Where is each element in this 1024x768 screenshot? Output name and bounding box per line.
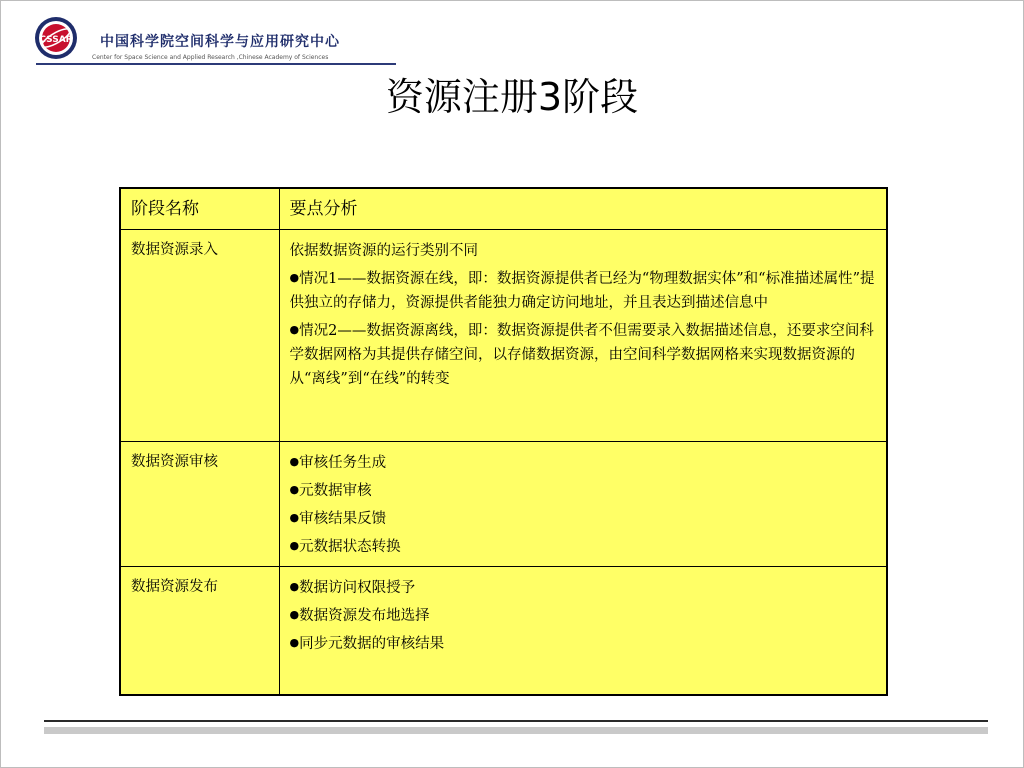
bullet-icon: ● (289, 323, 300, 336)
table-row (120, 567, 887, 696)
bullet-icon: ● (289, 511, 300, 524)
stage-name: 数据资源发布 (120, 567, 279, 696)
table-header-row (120, 188, 887, 230)
header-divider (36, 63, 396, 65)
stages-table (119, 187, 888, 696)
point-item: ●元数据审核 (289, 483, 372, 499)
org-name-cn: 中国科学院空间科学与应用研究中心 (100, 34, 340, 50)
bullet-icon: ● (289, 580, 300, 593)
point-item: ●元数据状态转换 (289, 539, 401, 555)
bullet-icon: ● (289, 271, 300, 284)
bullet-icon: ● (289, 608, 300, 621)
cssar-logo (34, 16, 78, 60)
stage-name: 数据资源审核 (120, 442, 279, 567)
stage-points (279, 567, 887, 696)
stage-points (279, 230, 887, 442)
point-item: 依据数据资源的运行类别不同 (289, 243, 478, 259)
bullet-icon: ● (289, 455, 300, 468)
table-row (120, 230, 887, 442)
point-item: ●审核任务生成 (289, 455, 387, 471)
footer-rule (44, 720, 988, 722)
point-item: ●数据资源发布地选择 (289, 608, 430, 624)
bullet-icon: ● (289, 483, 300, 496)
header-key-points: 要点分析 (279, 188, 887, 230)
stage-name: 数据资源录入 (120, 230, 279, 442)
point-item: ●情况2——数据资源离线，即：数据资源提供者不但需要录入数据描述信息，还要求空间科学数据网格为其提供存储空间，以存储数据资源，由空间科学数据网格来实现数据资源的从“离线”到“在线”的转变 (289, 323, 874, 387)
point-item: ●同步元数据的审核结果 (289, 636, 445, 652)
slide-title: 资源注册3阶段 (385, 75, 639, 119)
table-row (120, 442, 887, 567)
stage-points (279, 442, 887, 567)
point-item: ●数据访问权限授予 (289, 580, 416, 596)
bullet-icon: ● (289, 636, 300, 649)
footer-band (44, 727, 988, 734)
logo-text: CSSAR (39, 35, 73, 45)
org-name-en: Center for Space Science and Applied Research ,Chinese Academy of Sciences (92, 54, 329, 61)
bullet-icon: ● (289, 539, 300, 552)
point-item: ●审核结果反馈 (289, 511, 387, 527)
header-stage-name: 阶段名称 (120, 188, 279, 230)
point-item: ●情况1——数据资源在线，即：数据资源提供者已经为“物理数据实体”和“标准描述属性”提供独立的存储力，资源提供者能独力确定访问地址，并且表达到描述信息中 (289, 271, 875, 311)
